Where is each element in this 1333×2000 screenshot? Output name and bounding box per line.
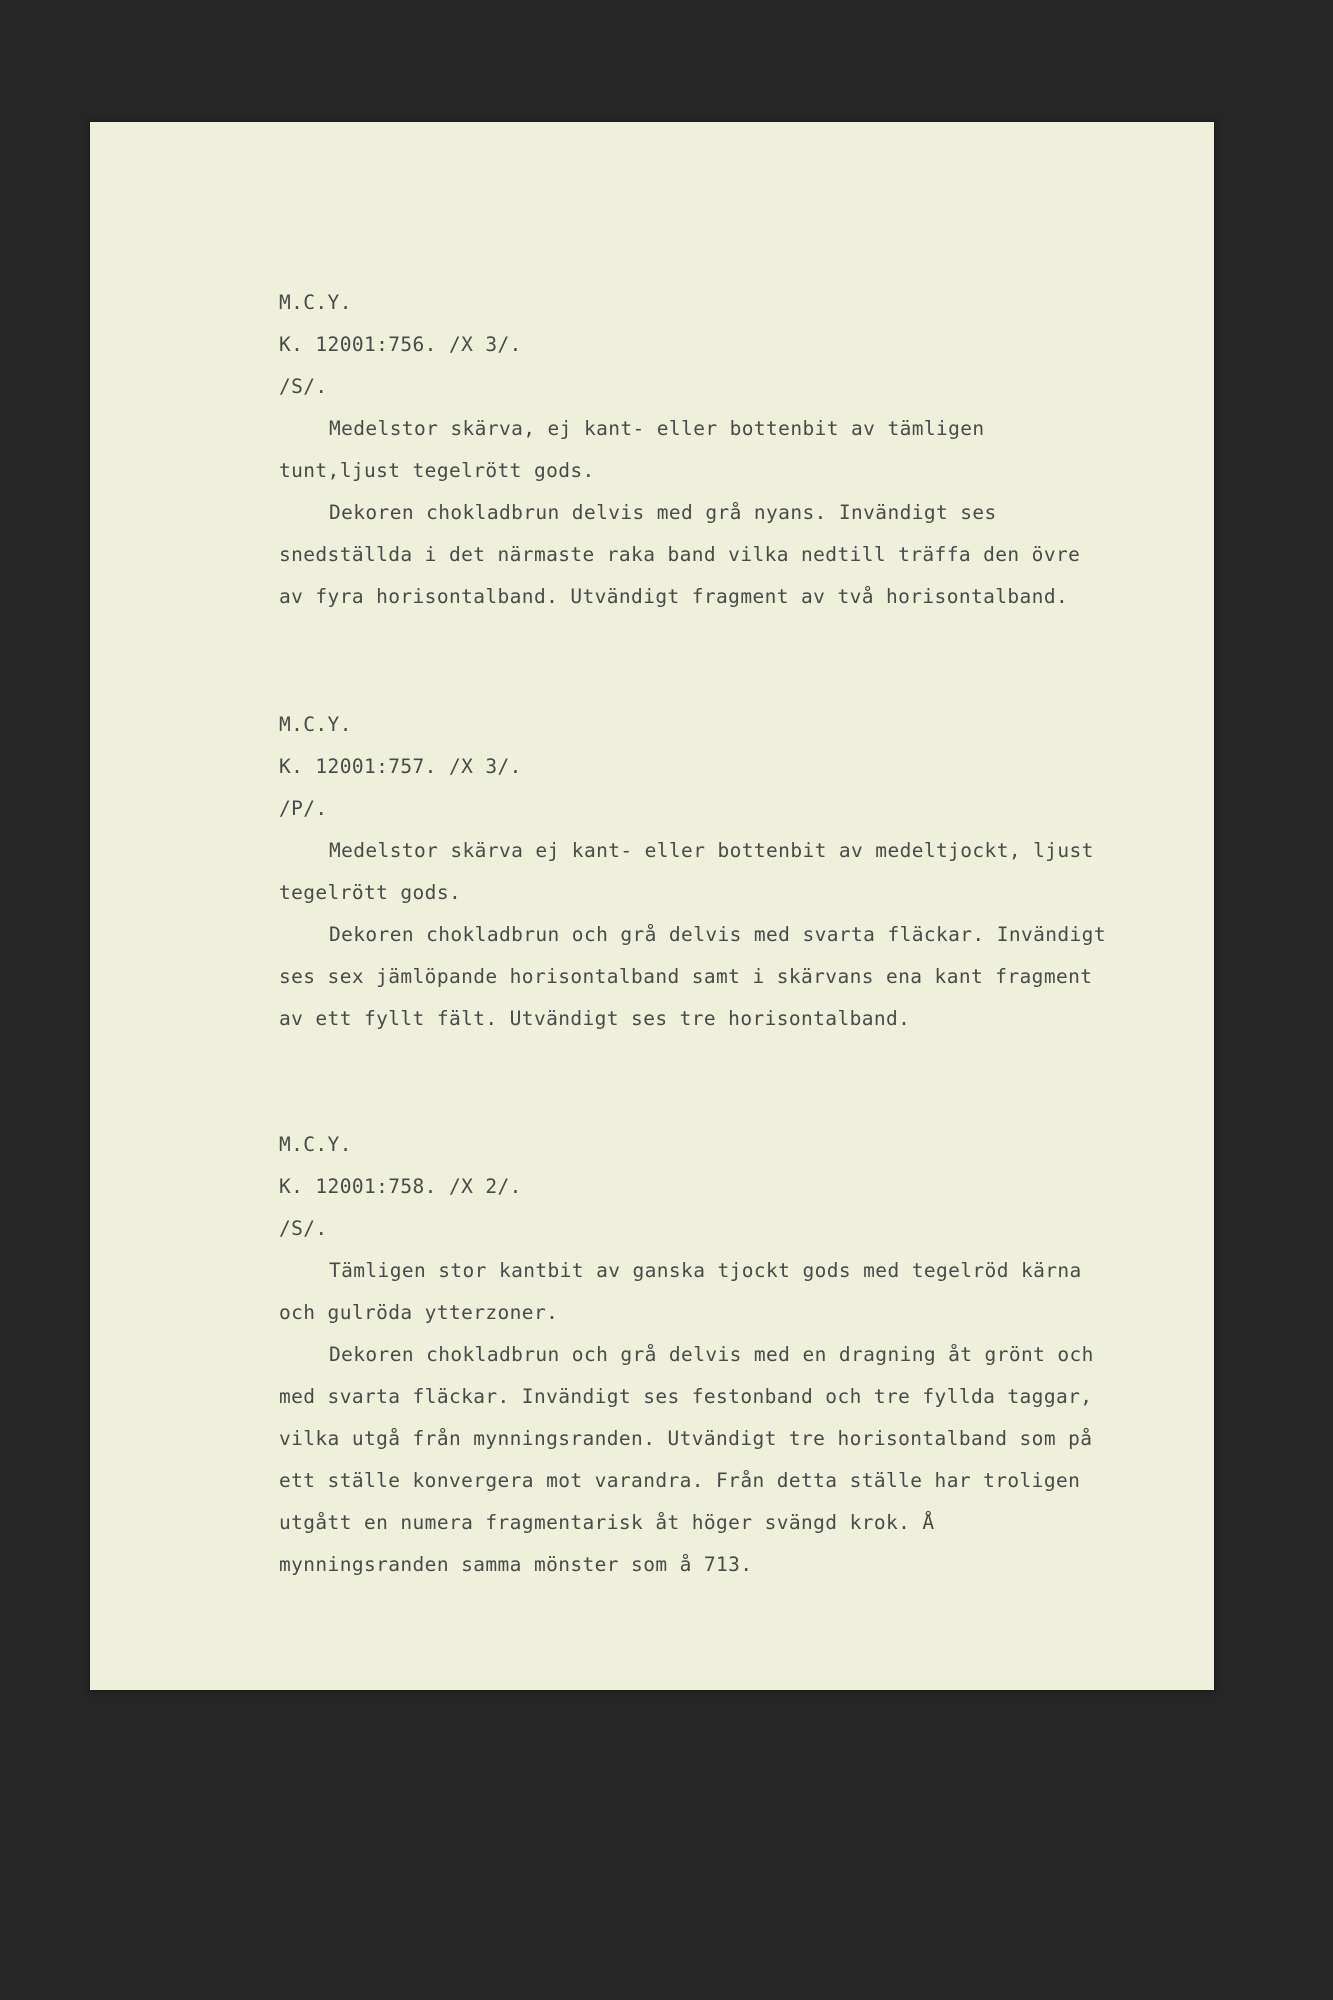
entry-decoration: Dekoren chokladbrun och grå delvis med en dragning åt grönt och med svarta fläckar. Invändigt ses festonband och tre fyllda taggar, vilka utgå från mynningsranden. Utvändigt tre horisontalband som på ett ställe konvergera mot varandra. Från detta ställe har troligen utgått en numera fragmentarisk åt höger svängd krok. Å mynningsranden samma mönster som å 713. bbox=[279, 1343, 1094, 1576]
entry-decoration: Dekoren chokladbrun och grå delvis med svarta fläckar. Invändigt ses sex jämlöpande horisontalband samt i skärvans ena kant fragment av ett fyllt fält. Utvändigt ses tre horisontalband. bbox=[279, 923, 1106, 1030]
entry-description: Tämligen stor kantbit av ganska tjockt gods med tegelröd kärna och gulröda ytterzoner. bbox=[279, 1259, 1082, 1324]
entry-mark: /S/. bbox=[279, 375, 328, 398]
entry-description: Medelstor skärva ej kant- eller bottenbit av medeltjockt, ljust tegelrött gods. bbox=[279, 839, 1094, 904]
entry-header: M.C.Y. bbox=[279, 713, 352, 736]
document-page bbox=[90, 122, 1214, 1690]
catalog-number: K. 12001:757. /X 3/. bbox=[279, 755, 522, 778]
entry-decoration: Dekoren chokladbrun delvis med grå nyans. Invändigt ses snedställda i det närmaste raka band vilka nedtill träffa den övre av fyra horisontalband. Utvändigt fragment av två horisontalband. bbox=[279, 501, 1081, 608]
entry-mark: /P/. bbox=[279, 797, 328, 820]
catalog-entry bbox=[279, 282, 1109, 618]
entry-mark: /S/. bbox=[279, 1217, 328, 1240]
entry-header: M.C.Y. bbox=[279, 291, 352, 314]
entry-header: M.C.Y. bbox=[279, 1133, 352, 1156]
entry-description: Medelstor skärva, ej kant- eller bottenbit av tämligen tunt,ljust tegelrött gods. bbox=[279, 417, 985, 482]
catalog-entry bbox=[279, 1124, 1109, 1586]
catalog-number: K. 12001:756. /X 3/. bbox=[279, 333, 522, 356]
catalog-number: K. 12001:758. /X 2/. bbox=[279, 1175, 522, 1198]
catalog-entry bbox=[279, 704, 1109, 1040]
